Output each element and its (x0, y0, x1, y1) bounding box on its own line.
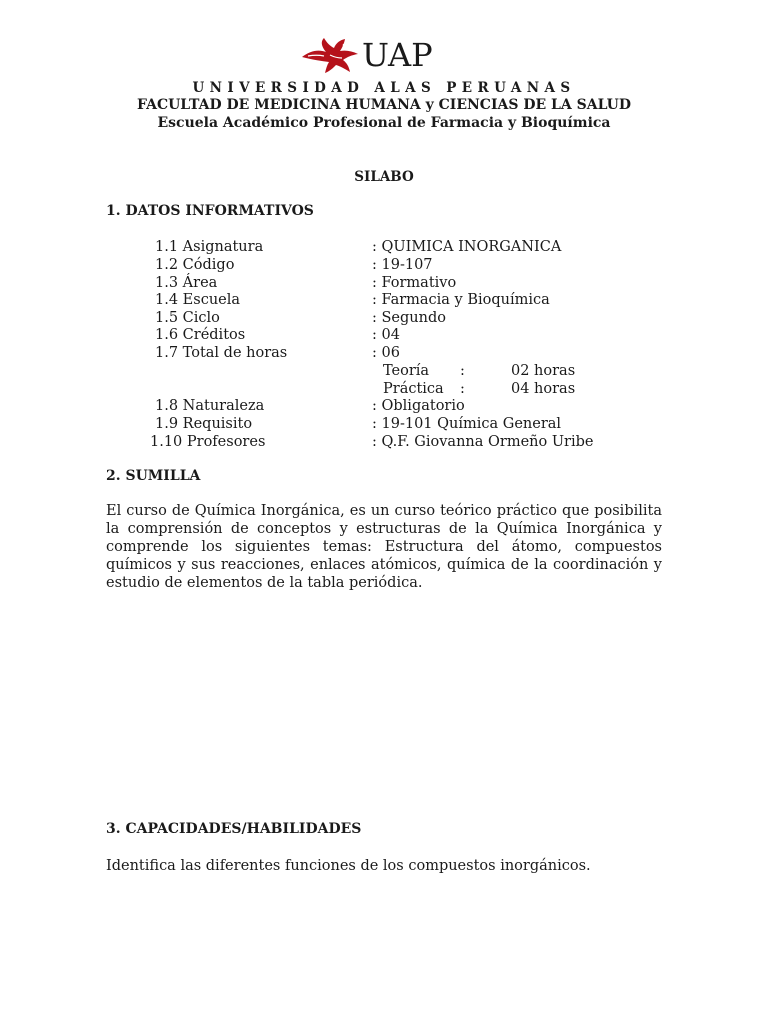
hours-value: 02 horas (511, 363, 576, 379)
field-label: 1.3 Área (155, 275, 218, 291)
hours-value: 04 horas (511, 381, 576, 397)
field-value: : 06 (372, 345, 400, 361)
university-name: UNIVERSIDAD ALAS PERUANAS (192, 80, 576, 96)
field-label: 1.10 Profesores (150, 434, 266, 450)
field-label: 1.4 Escuela (155, 292, 241, 308)
hours-type-label: Práctica (383, 381, 444, 397)
field-label: 1.9 Requisito (155, 416, 253, 432)
field-label: 1.1 Asignatura (155, 239, 264, 255)
sumilla-paragraph: El curso de Química Inorgánica, es un curso teórico práctico que posibilita la comprensión de conceptos y estructuras de la Química Inorgánica y comprende los siguientes temas: Estructura del átomo, compuestos químicos y sus reacciones, enlaces atómicos, química de la coordinación y estudio de elementos de la tabla periódica. (106, 503, 662, 591)
field-value: : Q.F. Giovanna Ormeño Uribe (372, 434, 594, 450)
uap-logo (300, 34, 460, 76)
eagle-logo-icon (300, 35, 366, 75)
field-label: 1.8 Naturaleza (155, 398, 265, 414)
hours-type-label: Teoría (383, 363, 430, 379)
faculty-name: FACULTAD DE MEDICINA HUMANA y CIENCIAS DE LA SALUD (136, 97, 632, 113)
field-value: : 19-107 (372, 257, 433, 273)
field-value: : Farmacia y Bioquímica (372, 292, 550, 308)
document-title: SILABO (354, 169, 414, 185)
field-value: : QUIMICA INORGANICA (372, 239, 562, 255)
field-value: : 19-101 Química General (372, 416, 562, 432)
field-value: : Segundo (372, 310, 446, 326)
section-heading-capacidades: 3. CAPACIDADES/HABILIDADES (106, 821, 362, 837)
field-label: 1.7 Total de horas (155, 345, 288, 361)
hours-colon: : (460, 381, 465, 397)
field-label: 1.2 Código (155, 257, 235, 273)
field-label: 1.5 Ciclo (155, 310, 220, 326)
field-value: : Obligatorio (372, 398, 465, 414)
section-heading-sumilla: 2. SUMILLA (106, 468, 201, 484)
field-label: 1.6 Créditos (155, 327, 246, 343)
section-heading-datos: 1. DATOS INFORMATIVOS (106, 203, 314, 219)
field-value: : 04 (372, 327, 400, 343)
school-name: Escuela Académico Profesional de Farmacia y Bioquímica (157, 115, 611, 131)
hours-colon: : (460, 363, 465, 379)
field-value: : Formativo (372, 275, 457, 291)
capacidades-text: Identifica las diferentes funciones de los compuestos inorgánicos. (106, 858, 591, 874)
logo-text: UAP (362, 36, 433, 74)
